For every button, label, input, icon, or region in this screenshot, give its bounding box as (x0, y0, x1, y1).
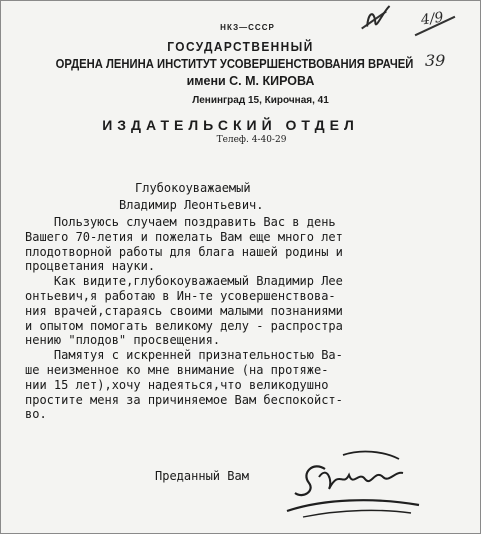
closing-phrase: Преданный Вам (155, 469, 249, 483)
letter-line: простите меня за причиняемое Вам беспокойст- (25, 392, 343, 407)
letterhead-address: Ленинград 15, Кирочная, 41 (192, 95, 329, 106)
letter-line: нению "плодов" просвещения. (25, 333, 221, 348)
handwritten-signature (283, 447, 423, 527)
letter-line: нии 15 лет),хочу надеяться,что великодушно (25, 377, 329, 392)
letter-line: плодотворной работы для блага нашей родины и (25, 244, 343, 259)
letterhead-department: ИЗДАТЕЛЬСКИЙ ОТДЕЛ (102, 117, 359, 133)
letterhead-line-1: ГОСУДАРСТВЕННЫЙ (167, 40, 314, 54)
handwritten-page-number: 39 (425, 51, 446, 70)
letterhead-phone: Телеф. 4-40-29 (216, 135, 287, 145)
letter-line: Памятуя с искренней признательностью Ва- (25, 348, 343, 363)
letter-line: Пользуюсь случаем поздравить Вас в день (25, 215, 336, 229)
letter-line: процветания науки. (25, 259, 156, 274)
letter-line: Вашего 70-летия и пожелать Вам еще много лет (25, 229, 343, 244)
salutation-line-1: Глубокоуважаемый (135, 181, 251, 195)
letter-line: во. (25, 407, 47, 422)
letterhead-ministry: НКЗ—СССР (220, 23, 275, 32)
letterhead-line-3: имени С. М. КИРОВА (186, 74, 315, 88)
letter-line: ния врачей,стараясь своими малыми познаниями (25, 303, 343, 318)
salutation-line-2: Владимир Леонтьевич. (119, 198, 264, 212)
letter-line: ше неизменное ко мне внимание (на протяже- (25, 363, 329, 377)
letterhead-line-2: ОРДЕНА ЛЕНИНА ИНСТИТУТ УСОВЕРШЕНСТВОВАНИЯ ВРАЧЕЙ (55, 57, 414, 71)
letter-line: онтьевич,я работаю в Ин-те усовершенствова- (25, 289, 336, 303)
letterhead (1, 23, 480, 145)
letter-line: и опытом помогать великому делу - распростра (25, 318, 343, 333)
letter-line: Как видите,глубокоуважаемый Владимир Лее (25, 274, 343, 289)
handwritten-sheet-ref: 4/9 (419, 9, 445, 29)
